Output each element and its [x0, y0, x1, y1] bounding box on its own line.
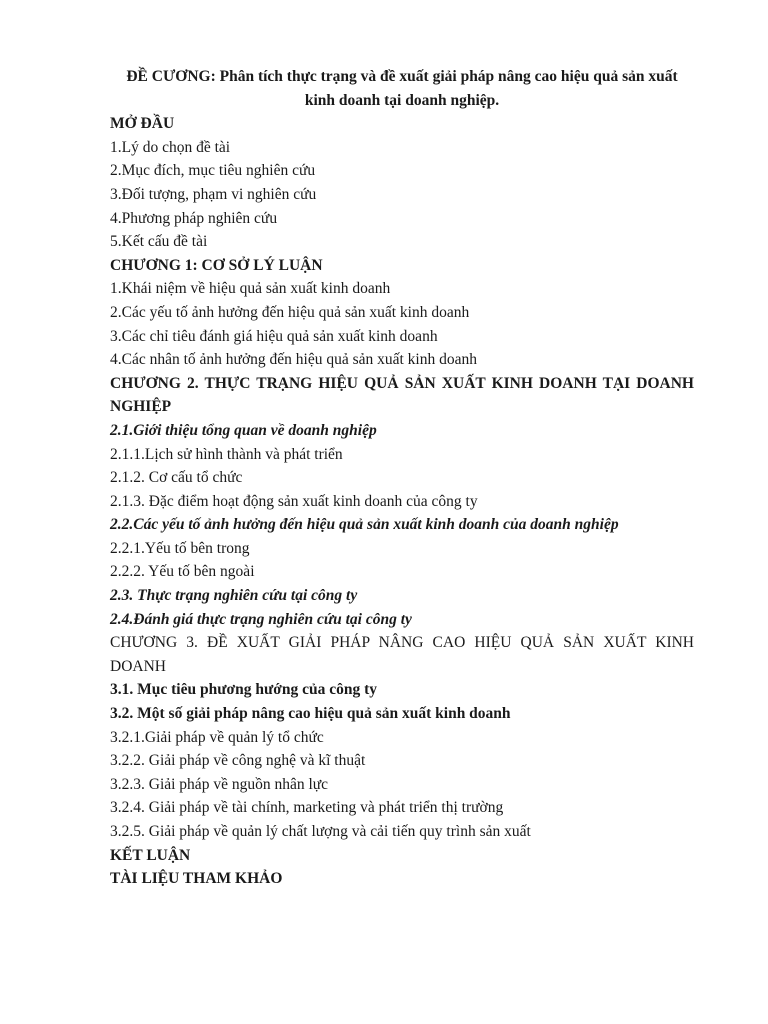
chapter1-item: 2.Các yếu tố ảnh hưởng đến hiệu quả sản xuất kinh doanh: [110, 303, 470, 321]
chapter2-heading: CHƯƠNG 2. THỰC TRẠNG HIỆU QUẢ SẢN XUẤT KINH DOANH TẠI DOANH NGHIỆP: [110, 374, 694, 416]
chapter3-heading: CHƯƠNG 3. ĐỀ XUẤT GIẢI PHÁP NÂNG CAO HIỆU QUẢ SẢN XUẤT KINH DOANH: [110, 634, 694, 675]
chapter1-item: 4.Các nhân tố ảnh hưởng đến hiệu quả sản xuất kinh doanh: [110, 351, 477, 369]
section-3-2-heading: 3.2. Một số giải pháp nâng cao hiệu quả sản xuất kinh doanh: [110, 705, 511, 723]
section-2-2-item: 2.2.1.Yếu tố bên trong: [110, 539, 250, 557]
intro-item: 2.Mục đích, mục tiêu nghiên cứu: [110, 162, 316, 180]
section-2-1-heading: 2.1.Giới thiệu tổng quan về doanh nghiệp: [110, 421, 377, 439]
chapter1-item: 3.Các chỉ tiêu đánh giá hiệu quả sản xuất kinh doanh: [110, 327, 438, 345]
section-3-2-item: 3.2.2. Giải pháp về công nghệ và kĩ thuật: [110, 752, 366, 770]
intro-item: 4.Phương pháp nghiên cứu: [110, 209, 278, 227]
conclusion-heading: KẾT LUẬN: [110, 846, 191, 864]
section-3-2-item: 3.2.1.Giải pháp về quản lý tổ chức: [110, 728, 324, 746]
section-3-1-heading: 3.1. Mục tiêu phương hướng của công ty: [110, 681, 378, 699]
intro-item: 1.Lý do chọn đề tài: [110, 138, 231, 156]
section-3-2-item: 3.2.4. Giải pháp về tài chính, marketing và phát triển thị trường: [110, 799, 504, 817]
section-3-2-item: 3.2.5. Giải pháp về quản lý chất lượng và cải tiến quy trình sản xuất: [110, 823, 531, 840]
section-3-2-item: 3.2.3. Giải pháp về nguồn nhân lực: [110, 775, 329, 793]
intro-item: 5.Kết cấu đề tài: [110, 233, 208, 251]
chapter1-heading: CHƯƠNG 1: CƠ SỞ LÝ LUẬN: [110, 256, 323, 274]
intro-item: 3.Đối tượng, phạm vi nghiên cứu: [110, 185, 317, 203]
document-body: [110, 65, 694, 891]
intro-heading: MỞ ĐẦU: [110, 115, 175, 133]
document-title: ĐỀ CƯƠNG: Phân tích thực trạng và đề xuất giải pháp nâng cao hiệu quả sản xuất kinh doanh tại doanh nghiệp.: [126, 68, 678, 109]
section-2-1-item: 2.1.3. Đặc điểm hoạt động sản xuất kinh doanh của công ty: [110, 492, 478, 510]
references-heading: TÀI LIỆU THAM KHẢO: [110, 870, 283, 888]
section-2-2-heading: 2.2.Các yếu tố ảnh hưởng đến hiệu quả sản xuất kinh doanh của doanh nghiệp: [110, 516, 619, 534]
section-2-1-item: 2.1.2. Cơ cấu tổ chức: [110, 469, 243, 487]
section-2-2-item: 2.2.2. Yếu tố bên ngoài: [110, 563, 255, 581]
chapter1-item: 1.Khái niệm về hiệu quả sản xuất kinh doanh: [110, 280, 391, 298]
section-2-4-heading: 2.4.Đánh giá thực trạng nghiên cứu tại công ty: [110, 610, 412, 628]
section-2-1-item: 2.1.1.Lịch sử hình thành và phát triển: [110, 445, 343, 463]
section-2-3-heading: 2.3. Thực trạng nghiên cứu tại công ty: [110, 587, 358, 605]
